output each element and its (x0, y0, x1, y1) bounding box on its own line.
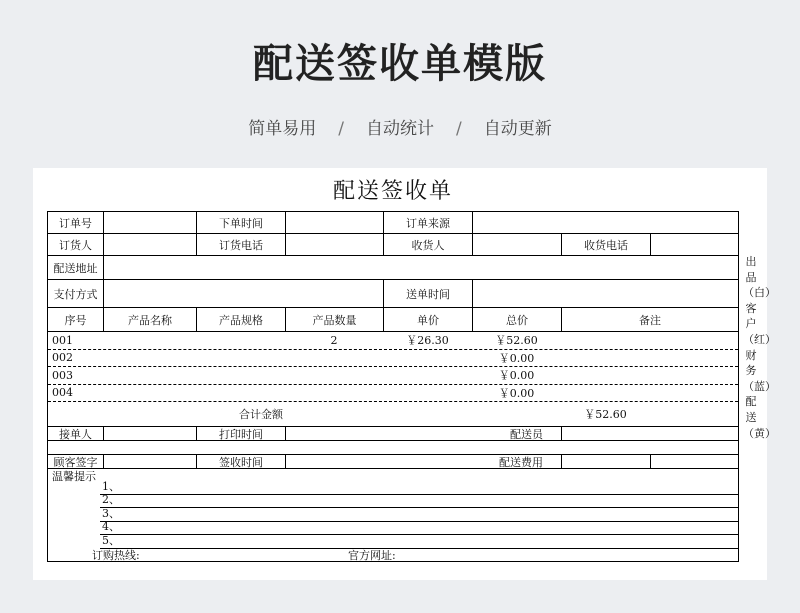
tip-line-1[interactable] (100, 481, 738, 495)
receiver-phone-label: 收货电话 (561, 234, 650, 255)
receiver-field[interactable] (472, 234, 561, 255)
tip-line-2[interactable] (100, 495, 738, 509)
page-title: 配送签收单模版 (253, 41, 547, 87)
item-qty (285, 350, 383, 367)
item-no: 001 (52, 333, 73, 347)
tip-number: 2、 (102, 493, 120, 506)
website-label: 官方网址: (348, 549, 396, 561)
order-source-label: 订单来源 (383, 212, 472, 233)
tips-block (48, 469, 738, 549)
tip-number: 3、 (102, 506, 120, 520)
table-row (48, 350, 738, 368)
item-qty (285, 385, 383, 402)
payment-label: 支付方式 (53, 287, 98, 301)
table-row (48, 367, 738, 385)
item-price (383, 367, 472, 384)
item-name (103, 385, 196, 402)
item-total: ￥0.00 (498, 369, 535, 383)
address-label: 配送地址 (53, 261, 98, 275)
separator: / (338, 119, 344, 139)
item-name (103, 367, 196, 384)
delivery-form (47, 211, 739, 562)
col-note: 备注 (561, 308, 738, 331)
item-total: ￥52.60 (495, 334, 538, 348)
item-price: ￥26.30 (406, 334, 449, 348)
total-label: 合计金额 (239, 408, 283, 421)
col-unit-price: 单价 (383, 308, 472, 331)
grand-total-value: ￥52.60 (584, 408, 627, 421)
feature-auto-update: 自动更新 (483, 119, 552, 139)
copy-color-note: 出品（白）客户（红）财务（蓝）配送（黄） (743, 255, 776, 440)
signature-row (48, 455, 738, 469)
feature-auto-stats: 自动统计 (366, 119, 434, 139)
buyer-phone-label: 订货电话 (196, 234, 285, 255)
item-note (561, 367, 738, 384)
col-no: 序号 (64, 313, 87, 327)
buyer-phone-field[interactable] (285, 234, 383, 255)
delivery-fee-label: 配送费用 (499, 455, 543, 468)
delivery-fee-field[interactable] (561, 455, 650, 468)
payment-row (48, 280, 738, 308)
separator: / (456, 119, 462, 139)
hotline-label: 订购热线: (92, 549, 140, 561)
acceptor-row (48, 427, 738, 441)
tip-number: 1、 (102, 479, 120, 493)
order-no-field[interactable] (103, 212, 196, 233)
table-row (48, 385, 738, 403)
item-price (383, 385, 472, 402)
item-note (561, 350, 738, 367)
buyer-label: 订货人 (59, 238, 92, 252)
item-no: 003 (52, 368, 73, 382)
item-name (103, 350, 196, 367)
customer-sign-label: 顾客签字 (53, 455, 98, 468)
tips-title: 温馨提示 (52, 470, 96, 483)
order-info-row (48, 212, 738, 234)
order-time-field[interactable] (285, 212, 383, 233)
item-name (103, 332, 196, 349)
item-no: 004 (52, 386, 73, 400)
col-product-name: 产品名称 (103, 308, 196, 331)
item-spec (196, 385, 285, 402)
order-time-label: 下单时间 (196, 212, 285, 233)
item-note (561, 385, 738, 402)
receiver-label: 收货人 (383, 234, 472, 255)
item-price (383, 350, 472, 367)
col-product-spec: 产品规格 (196, 308, 285, 331)
item-qty (285, 367, 383, 384)
address-field[interactable] (103, 256, 738, 279)
sign-time-label: 签收时间 (196, 455, 285, 468)
item-note (561, 332, 738, 349)
item-no: 002 (52, 351, 73, 365)
courier-label: 配送员 (510, 427, 543, 440)
table-row (48, 332, 738, 350)
delivery-time-label: 送单时间 (383, 280, 472, 307)
footer-row (48, 549, 738, 561)
tip-number: 5、 (102, 533, 120, 547)
customer-sign-field[interactable] (103, 455, 196, 468)
item-total: ￥0.00 (498, 386, 535, 400)
delivery-fee-extra[interactable] (650, 455, 738, 468)
item-spec (196, 332, 285, 349)
order-no-label: 订单号 (59, 216, 92, 230)
tip-line-4[interactable] (100, 522, 738, 536)
contact-row (48, 234, 738, 256)
document-title: 配送签收单 (332, 179, 453, 204)
tip-line-5[interactable] (100, 535, 738, 549)
col-quantity: 产品数量 (285, 308, 383, 331)
payment-field[interactable] (103, 280, 383, 307)
item-spec (196, 367, 285, 384)
courier-field[interactable] (561, 427, 738, 440)
feature-tagline (0, 114, 800, 139)
address-row (48, 256, 738, 280)
print-time-label: 打印时间 (196, 427, 285, 440)
receiver-phone-field[interactable] (650, 234, 738, 255)
order-source-field[interactable] (472, 212, 738, 233)
item-total: ￥0.00 (498, 351, 535, 365)
items-header-row (48, 308, 738, 332)
col-total-price: 总价 (472, 308, 561, 331)
item-spec (196, 350, 285, 367)
blank-row (48, 441, 738, 455)
tip-line-3[interactable] (100, 508, 738, 522)
feature-easy: 简单易用 (248, 119, 317, 139)
delivery-time-field[interactable] (472, 280, 738, 307)
document-sheet (33, 168, 776, 580)
tip-number: 4、 (102, 520, 120, 533)
acceptor-label: 接单人 (59, 427, 92, 440)
acceptor-field[interactable] (103, 427, 196, 440)
item-qty: 2 (330, 333, 338, 347)
total-row (48, 402, 738, 427)
buyer-field[interactable] (103, 234, 196, 255)
